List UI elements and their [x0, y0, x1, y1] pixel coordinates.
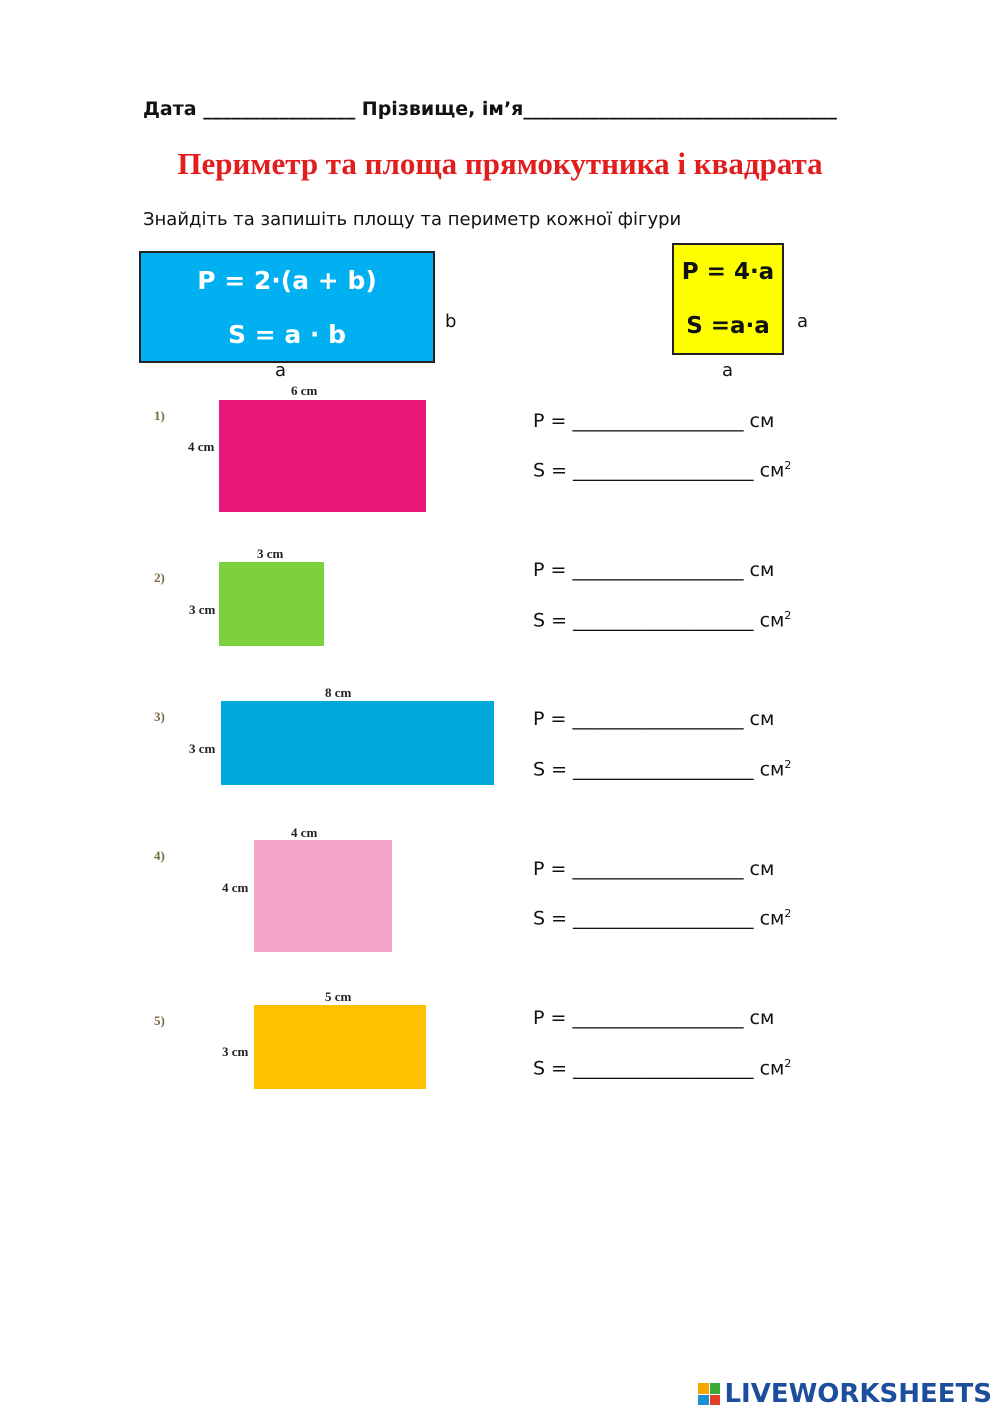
perimeter-answer-line[interactable]: P = __________________ см: [533, 559, 775, 581]
exercise-number: 3): [154, 709, 165, 724]
exercise-number: 5): [154, 1013, 165, 1028]
exercise-rectangle-5: [254, 1005, 426, 1089]
exercise-number: 1): [154, 408, 165, 423]
reference-rectangle: [139, 251, 435, 363]
exercise-rectangle-1: [219, 400, 426, 512]
width-label: 5 cm: [325, 989, 352, 1004]
area-answer-line[interactable]: S = ___________________ $см^2$: [533, 459, 792, 482]
name-date-line: Дата ________________ Прізвище, ім’я_________________________________: [143, 98, 837, 120]
width-label: 3 cm: [257, 546, 284, 561]
height-label: 3 cm: [189, 602, 216, 617]
width-label: 4 cm: [291, 825, 318, 840]
area-answer-line[interactable]: S = ___________________ $см^2$: [533, 907, 792, 930]
perimeter-answer-line[interactable]: P = __________________ см: [533, 708, 775, 730]
area-answer-line[interactable]: S = ___________________ $см^2$: [533, 1057, 792, 1080]
perimeter-answer-line[interactable]: P = __________________ см: [533, 858, 775, 880]
exercise-rectangle-3: [221, 701, 494, 785]
perimeter-answer-line[interactable]: P = __________________ см: [533, 410, 775, 432]
rectangle-area-formula: S = a · b: [227, 319, 347, 349]
instruction-text: Знайдіть та запишіть площу та периметр кожної фігури: [143, 209, 682, 230]
perimeter-answer-line[interactable]: P = __________________ см: [533, 1007, 775, 1029]
square-perimeter-formula: P = 4·a: [681, 259, 775, 285]
height-label: 3 cm: [189, 741, 216, 756]
reference-square: [672, 243, 784, 355]
width-label: 8 cm: [325, 685, 352, 700]
liveworksheets-brand[interactable]: [698, 1379, 992, 1409]
square-side-bottom-label: a: [722, 360, 734, 381]
exercise-number: 2): [154, 570, 165, 585]
height-label: 4 cm: [188, 439, 215, 454]
area-answer-line[interactable]: S = ___________________ $см^2$: [533, 609, 792, 632]
exercise-rectangle-4: [254, 840, 392, 952]
rectangle-perimeter-formula: P = 2·(a + b): [197, 265, 377, 295]
exercise-number: 4): [154, 848, 165, 863]
square-side-right-label: a: [797, 311, 809, 332]
height-label: 4 cm: [222, 880, 249, 895]
rectangle-side-a-label: a: [275, 360, 287, 381]
rectangle-side-b-label: b: [445, 311, 457, 332]
width-label: 6 cm: [291, 383, 318, 398]
square-area-formula: S =a·a: [686, 313, 770, 339]
brand-name: LIVEWORKSHEETS: [724, 1379, 992, 1409]
liveworksheets-logo-icon: [698, 1383, 720, 1405]
exercise-rectangle-2: [219, 562, 324, 646]
area-answer-line[interactable]: S = ___________________ $см^2$: [533, 758, 792, 781]
page-title: Периметр та площа прямокутника і квадрата: [177, 146, 823, 181]
height-label: 3 cm: [222, 1044, 249, 1059]
